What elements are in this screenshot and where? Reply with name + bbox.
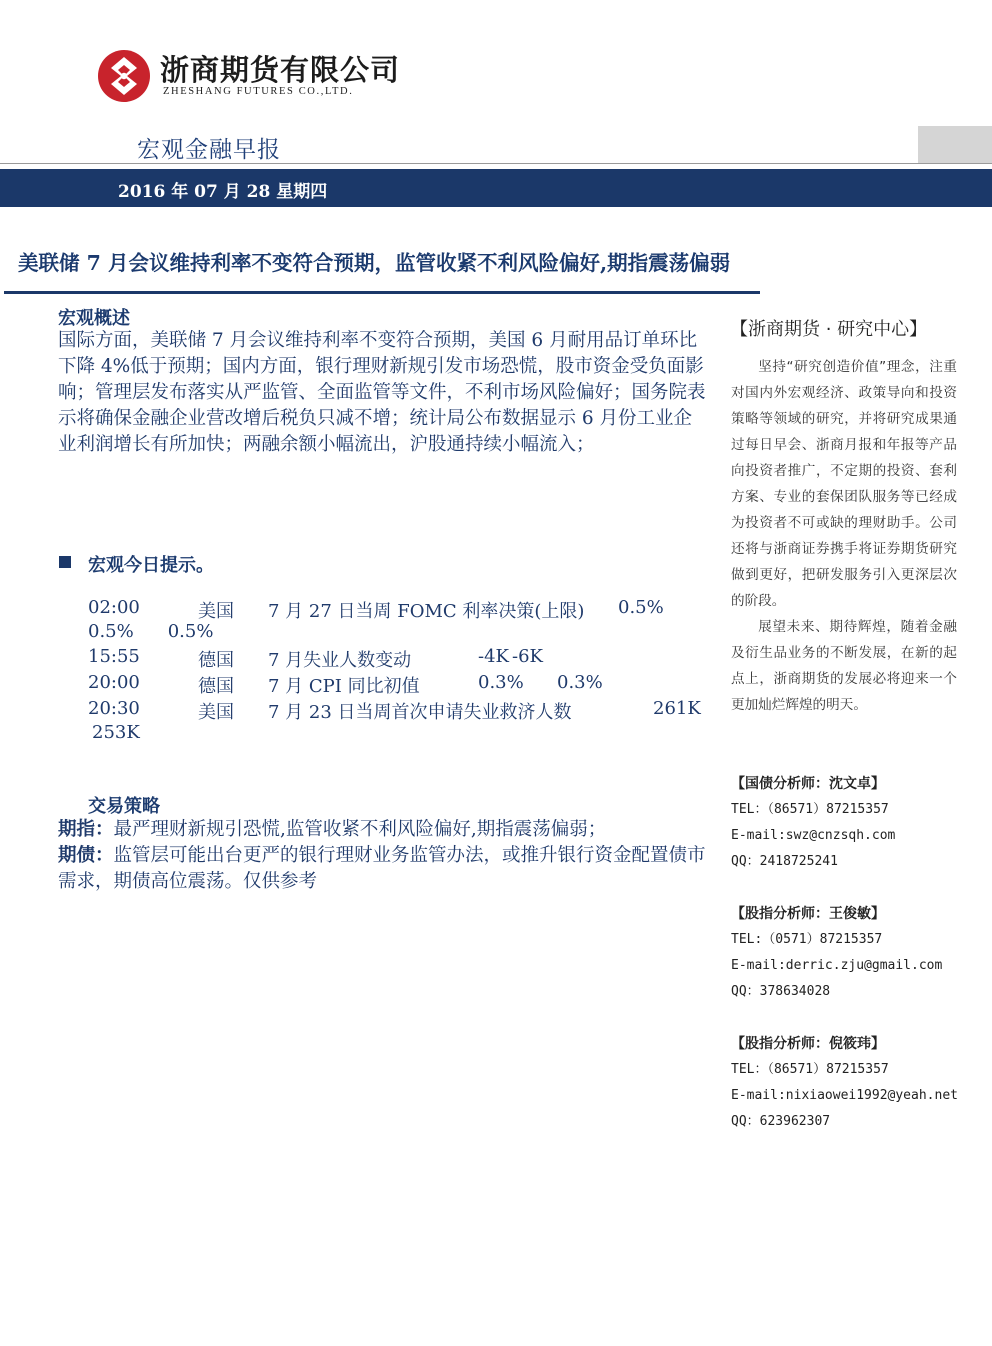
analyst-tel: TEL：（86571）87215357	[731, 802, 889, 817]
overview-body: 国际方面，美联储 7 月会议维持利率不变符合预期，美国 6 月耐用品订单环比下降 4%低于预期；国内方面，银行理财新规引发市场恐慌，股市资金受负面影响；管理层发布落实从严监管、全面监管等文件，不利市场风险偏好；国务院表示将确保金融企业营改增后税负只减不增；统计局公布数据显示 6 月份工业企业利润增长有所加快；两融余额小幅流出，沪股通持续小幅流入；	[58, 330, 706, 455]
strategy-heading: 交易策略	[88, 796, 160, 817]
analyst-title: 【股指分析师：王俊敏】	[731, 906, 885, 922]
analyst-email: E-mail:nixiaowei1992@yeah.net	[731, 1088, 958, 1103]
tip-value: 0.3%	[557, 672, 603, 693]
analyst-tel: TEL:（0571）87215357	[731, 932, 883, 947]
sidebar-title: 【浙商期货 · 研究中心】	[730, 319, 928, 340]
tip-event: 7 月 27 日当周 FOMC 利率决策(上限)	[268, 601, 585, 622]
report-title: 宏观金融早报	[137, 137, 281, 163]
analyst-card	[731, 1031, 971, 1135]
analyst-title: 【国债分析师：沈文卓】	[731, 776, 885, 792]
analyst-qq: QQ：2418725241	[731, 854, 838, 869]
tip-value: 261K	[653, 698, 701, 719]
company-name: 浙商期货有限公司	[160, 53, 401, 87]
company-logo-icon	[96, 48, 152, 104]
tip-time: 20:00	[88, 672, 140, 693]
tip-value: 0.5%	[167, 621, 214, 642]
tip-country: 德国	[198, 676, 234, 697]
analyst-title: 【股指分析师：倪筱玮】	[731, 1036, 885, 1052]
tip-value: -4K	[478, 646, 509, 667]
analyst-qq: QQ：623962307	[731, 1114, 831, 1129]
tip-time: 20:30	[88, 698, 140, 719]
tip-event: 7 月 23 日当周首次申请失业救济人数	[268, 702, 572, 723]
analyst-email: E-mail:swz@cnzsqh.com	[731, 828, 896, 843]
sidebar-paragraph: 展望未来、期待辉煌，随着金融及衍生品业务的不断发展，在新的起点上，浙商期货的发展必将迎来一个更加灿烂辉煌的明天。	[731, 619, 957, 713]
strategy-item	[58, 817, 713, 843]
strategy-item	[58, 843, 713, 895]
tips-heading: 宏观今日提示。	[88, 555, 214, 576]
sidebar-paragraph: 坚持“研究创造价值”理念，注重对国内外宏观经济、政策导向和投资策略等领域的研究，并将研究成果通过每日早会、浙商月报和年报等产品向投资者推广，不定期的投资、套利方案、专业的套保团队服务等已经成为投资者不可或缺的理财助手。公司还将与浙商证券携手将证券期货研究做到更好，把研发服务引入更深层次的阶段。	[731, 359, 957, 609]
analyst-email: E-mail:derric.zju@gmail.com	[731, 958, 943, 973]
tip-event: 7 月 CPI 同比初值	[268, 676, 420, 697]
tip-time: 02:00	[88, 597, 140, 618]
tip-country: 美国	[198, 601, 234, 622]
bullet-square-icon	[59, 556, 71, 568]
tip-row-continued	[88, 621, 213, 642]
strategy-text: 最严理财新规引恐慌,监管收紧不利风险偏好,期指震荡偏弱；	[113, 819, 607, 840]
tip-event: 7 月失业人数变动	[268, 650, 412, 671]
tip-row-continued	[92, 722, 140, 743]
analyst-qq: QQ：378634028	[731, 984, 831, 999]
strategy-label: 期指：	[58, 819, 114, 840]
analyst-card	[731, 901, 971, 1005]
analyst-tel: TEL：（86571）87215357	[731, 1062, 889, 1077]
strategy-text: 监管层可能出台更严的银行理财业务监管办法，或推升银行资金配置债市需求，期债高位震荡。仅供参考	[58, 845, 706, 892]
strategy-body	[58, 817, 713, 895]
tip-value: 0.3%	[478, 672, 524, 693]
analyst-card	[731, 771, 971, 875]
sidebar-intro	[731, 354, 957, 718]
overview-heading: 宏观概述	[58, 308, 130, 329]
header-divider	[0, 163, 992, 164]
headline: 美联储 7 月会议维持利率不变符合预期，监管收紧不利风险偏好,期指震荡偏弱	[18, 251, 731, 275]
report-date: 2016 年 07 月 28 星期四	[118, 182, 328, 202]
tip-value: 0.5%	[88, 621, 134, 642]
tip-country: 德国	[198, 650, 234, 671]
header-grey-block	[918, 126, 992, 164]
company-name-english: ZHESHANG FUTURES CO.,LTD.	[163, 86, 354, 97]
tip-country: 美国	[198, 702, 234, 723]
tip-value: -6K	[512, 646, 543, 667]
strategy-label: 期债：	[58, 845, 114, 866]
tip-time: 15:55	[88, 646, 140, 667]
headline-rule	[4, 291, 760, 294]
tip-value: 253K	[92, 722, 140, 743]
tip-value: 0.5%	[618, 597, 664, 618]
